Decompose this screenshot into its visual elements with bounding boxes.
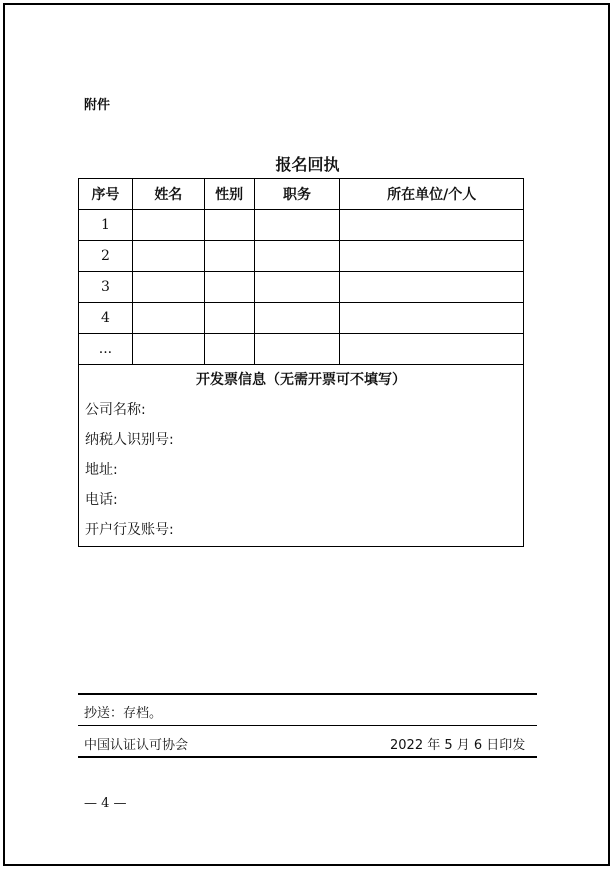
position-cell[interactable] [254, 210, 340, 241]
issuer-name: 中国认证认可协会 [84, 738, 189, 753]
company-name-field[interactable]: 公司名称: [85, 402, 146, 418]
invoice-section [79, 365, 524, 547]
table-row [79, 334, 524, 365]
gender-cell[interactable] [204, 303, 254, 334]
row-index: ... [79, 334, 133, 365]
row-index: 2 [79, 241, 133, 272]
address-field[interactable]: 地址: [85, 462, 118, 478]
gender-cell[interactable] [204, 210, 254, 241]
position-cell[interactable] [254, 272, 340, 303]
position-cell[interactable] [254, 303, 340, 334]
row-index: 1 [79, 210, 133, 241]
gender-cell[interactable] [204, 334, 254, 365]
name-cell[interactable] [132, 303, 204, 334]
row-index: 4 [79, 303, 133, 334]
attachment-label: 附件 [84, 98, 111, 113]
footer-bottom-rule [78, 756, 537, 758]
table-row [79, 210, 524, 241]
name-cell[interactable] [132, 210, 204, 241]
taxpayer-id-field[interactable]: 纳税人识别号: [85, 432, 174, 448]
position-cell[interactable] [254, 241, 340, 272]
organization-cell[interactable] [340, 303, 524, 334]
name-cell[interactable] [132, 272, 204, 303]
organization-cell[interactable] [340, 272, 524, 303]
organization-cell[interactable] [340, 334, 524, 365]
footer-top-rule [78, 693, 537, 695]
table-row [79, 272, 524, 303]
invoice-section-row [79, 365, 524, 547]
footer-middle-rule [78, 725, 537, 726]
header-name: 姓名 [132, 179, 204, 210]
table-row [79, 241, 524, 272]
header-gender: 性别 [204, 179, 254, 210]
organization-cell[interactable] [340, 210, 524, 241]
bank-account-field[interactable]: 开户行及账号: [85, 522, 174, 538]
registration-table [78, 178, 524, 547]
issue-date: 2022 年 5 月 6 日印发 [390, 738, 526, 753]
invoice-title: 开发票信息（无需开票可不填写） [196, 372, 406, 388]
name-cell[interactable] [132, 241, 204, 272]
phone-field[interactable]: 电话: [85, 492, 118, 508]
header-index: 序号 [79, 179, 133, 210]
organization-cell[interactable] [340, 241, 524, 272]
cc-line: 抄送：存档。 [84, 706, 163, 721]
position-cell[interactable] [254, 334, 340, 365]
gender-cell[interactable] [204, 272, 254, 303]
row-index: 3 [79, 272, 133, 303]
header-organization: 所在单位/个人 [340, 179, 524, 210]
header-position: 职务 [254, 179, 340, 210]
gender-cell[interactable] [204, 241, 254, 272]
form-title: 报名回执 [275, 155, 340, 174]
page-number: — 4 — [84, 796, 127, 811]
name-cell[interactable] [132, 334, 204, 365]
table-row [79, 303, 524, 334]
table-header-row [79, 179, 524, 210]
